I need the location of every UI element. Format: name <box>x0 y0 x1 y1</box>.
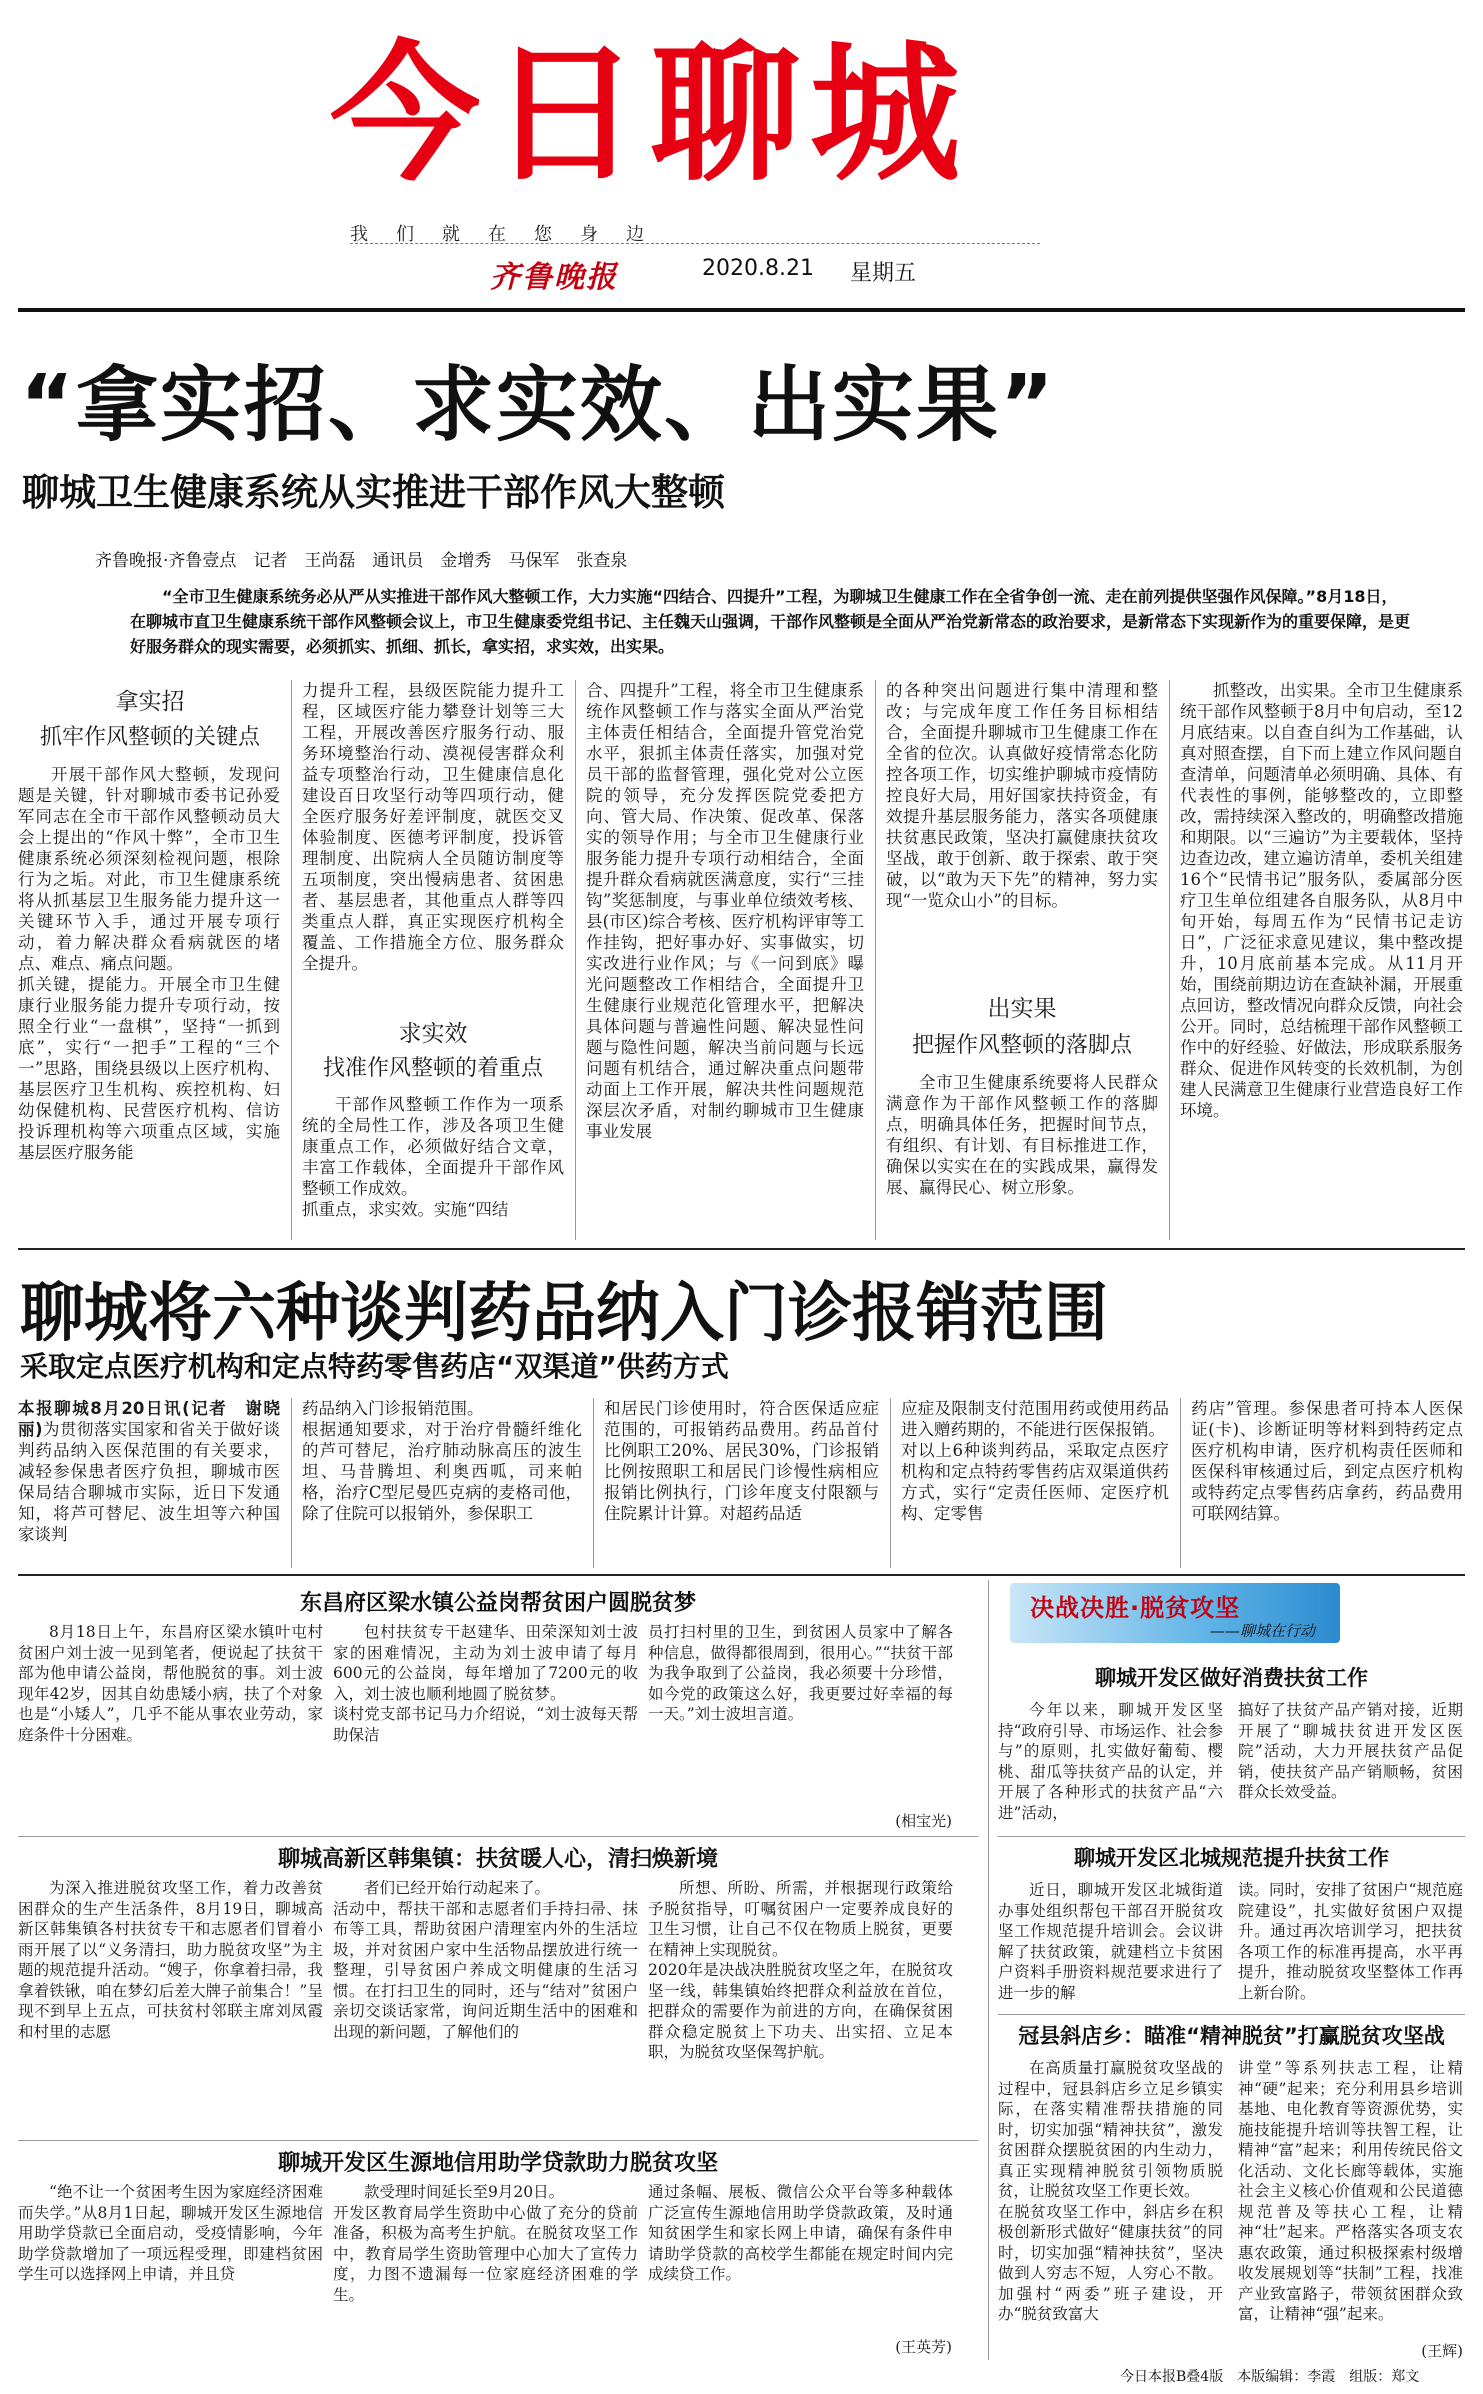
story4-title: 聊城开发区做好消费扶贫工作 <box>1095 1666 1368 1690</box>
article1-column-3: 合、四提升”工程，将全市卫生健康系统作风整顿工作与落实全面从严治党主体责任相结合，全面提升管党治党水平，狠抓主体责任落实，加强对党员干部的监督管理，强化党对公立医院的领导，充分发挥医院党委把方向、管大局、作决策、促改革、保落实的领导作用；与全市卫生健康行业服务能力提升专项行动相结合，全面提升群众看病就医满意度，实行“三挂钩”奖惩制度，与事业单位绩效考核、县(市区)综合考核、医疗机构评审等工作挂钩，把好事办好、实事做实，切实改进行业作风；与《一问到底》曝光问题整改工作相结合，全面提升卫生健康行业规范化管理水平，把解决具体问题与普遍性问题、解决显性问题与隐性问题，解决当前问题与长远问题有机结合，通过解决重点问题带动面上工作开展，解决共性问题规范深层次矛盾，对制约聊城市卫生健康事业发展 <box>586 681 864 1141</box>
story2-column-1: 为深入推进脱贫攻坚工作，着力改善贫困群众的生产生活条件，8月19日，聊城高新区韩集镇各村扶贫专干和志愿者们冒着小雨开展了以“义务清扫，助力脱贫攻坚”为主题的规范提升活动。“嫂子，你拿着扫帚，我拿着铁锹，咱在梦幻后差大牌子前集合！”呈现不到早上五点，可扶贫村邻联主席刘凤霞和村里的志愿 <box>18 1879 323 2041</box>
issue-weekday: 星期五 <box>850 261 917 286</box>
story-divider <box>18 2140 978 2141</box>
story3-column-2: 款受理时间延长至9月20日。 开发区教育局学生资助中心做了充分的贷前准备，积极为高考生护航。在脱贫攻坚工作中，教育局学生资助管理中心加大了宣传力度，力图不遗漏每一位家庭经济困难的学生。 <box>333 2183 638 2304</box>
campaign-badge-subtitle: ——聊城在行动 <box>1210 1622 1316 1640</box>
section-divider <box>18 1248 1465 1250</box>
article2-column-1-text: 为贯彻落实国家和省关于做好谈判药品纳入医保范围的有关要求，减轻参保患者医疗负担，聊城市医保局结合聊城市实际，近日下发通知，将芦可替尼、波生坦等六种国家谈判 <box>18 1420 280 1544</box>
story6-column-2: 讲堂”等系列扶志工程，让精神“硬”起来；充分利用县乡培训基地、电化教育等资源优势，实施技能提升培训等扶智工程，让精神“富”起来；利用传统民俗文化活动、文化长廊等载体，实施社会主义核心价值观和公民道德规范普及等扶心工程，让精神“壮”起来。严格落实各项支农惠农政策，通过积极探索村级增收发展规划等“扶制”工程，找准产业致富路子，带领贫困群众致富，让精神“强”起来。 <box>1238 2059 1463 2323</box>
story2-column-2: 者们已经开始行动起来了。 活动中，帮扶干部和志愿者们手持扫帚、抹布等工具，帮助贫困户清理室内外的生活垃圾，并对贫困户家中生活物品摆放进行统一整理，引导贫困户养成文明健康的生活习惯。在打扫卫生的同时，还与“结对”贫困户亲切交谈话家常，询问近期生活中的困难和出现的新问题，了解他们的 <box>333 1879 638 2041</box>
story4-column-2: 搞好了扶贫产品产销对接，近期开展了“聊城扶贫进开发区医院”活动，大力开展扶贫产品促销，使扶贫产品产销顺畅，贫困群众长效受益。 <box>1238 1701 1463 1801</box>
article2-column-5: 药店”管理。参保患者可持本人医保证(卡)、诊断证明等材料到特药定点医疗机构申请，医疗机构责任医师和医保科审核通过后，到定点医疗机构或特药定点零售药店拿药，药品费用可联网结算。 <box>1191 1399 1463 1523</box>
article2-column-1 <box>18 1398 280 1566</box>
section2-subtitle: 找准作风整顿的着重点 <box>322 1056 543 1081</box>
column-divider <box>1169 680 1170 1240</box>
campaign-badge-title: 决战决胜·脱贫攻坚 <box>1030 1594 1241 1622</box>
section1-title: 拿实招 <box>115 689 185 715</box>
article2-subheadline: 采取定点医疗机构和定点特药零售药店“双渠道”供药方式 <box>20 1350 729 1383</box>
story2-column-3: 所想、所盼、所需，并根据现行政策给予脱贫指导，叮嘱贫困户一定要养成良好的卫生习惯，让自己不仅在物质上脱贫，更要在精神上实现脱贫。 2020年是决战决胜脱贫攻坚之年，在脱贫攻坚一线，韩集镇始终把群众利益放在首位，把群众的需要作为前进的方向，在确保贫困群众稳定脱贫上下功夫、出实招、立足本职，为脱贫攻坚保驾护航。 <box>648 1879 953 2061</box>
story3-column-3: 通过条幅、展板、微信公众平台等多种载体广泛宣传生源地信用助学贷款政策，及时通知贫困学生和家长网上申请，确保有条件申请助学贷款的高校学生都能在规定时间内完成续贷工作。 <box>648 2183 953 2283</box>
article1-column-2b: 干部作风整顿工作作为一项系统的全局性工作，涉及各项卫生健康重点工作，必须做好结合文章，丰富工作载体，全面提升干部作风整顿工作成效。 抓重点，求实效。实施“四结 <box>302 1095 564 1219</box>
masthead-slogan: 我们就在您身边 <box>350 224 672 245</box>
section3-title: 出实果 <box>987 996 1057 1022</box>
story-divider <box>998 1836 1465 1837</box>
column-divider <box>291 1398 292 1568</box>
story5-column-1: 近日，聊城开发区北城街道办事处组织帮包干部召开脱贫攻坚工作规范提升培训会。会议讲解了扶贫政策，就建档立卡贫困户资料手册资料规范要求进行了进一步的解 <box>998 1881 1223 2002</box>
section-divider <box>18 1574 1465 1576</box>
story3-credit: (王英芳) <box>895 2338 952 2356</box>
article1-column-4b: 全市卫生健康系统要将人民群众满意作为干部作风整顿工作的落脚点，明确具体任务，把握时间节点，有组织、有计划、有目标推进工作，确保以实实在在的实践成果，赢得发展、赢得民心、树立形象。 <box>886 1073 1158 1197</box>
newspaper-name: 齐鲁晚报 <box>490 260 618 295</box>
article1-column-4: 的各种突出问题进行集中清理和整改；与完成年度工作任务目标相结合，全面提升聊城市卫生健康工作在全省的位次。认真做好疫情常态化防控各项工作，切实维护聊城市疫情防控良好大局，用好国家扶持资金，有效提升基层服务能力，落实各项健康扶贫惠民政策，坚决打赢健康扶贫攻坚战，敢于创新、敢于探索、敢于突破，以“敢为天下先”的精神，努力实现“一览众山小”的目标。 <box>886 681 1158 910</box>
article1-column-2: 力提升工程，县级医院能力提升工程，区域医疗能力攀登计划等三大工程，开展改善医疗服务行动、服务环境整治行动、漠视侵害群众利益专项整治行动，卫生健康信息化建设百日攻坚行动等四项行动，健全医疗服务好差评制度，就医交叉体验制度、医德考评制度，投诉管理制度、出院病人全员随访制度等五项制度，突出慢病患者、贫困患者、基层患者，其他重点人群等四类重点人群，真正实现医疗机构全覆盖、工作措施全方位、服务群众全提升。 <box>302 681 564 973</box>
article1-lead: “全市卫生健康系统务必从严从实推进干部作风大整顿工作，大力实施“四结合、四提升”工程，为聊城卫生健康工作在全省争创一流、走在前列提供坚强作风保障。”8月18日，在聊城市直卫生健康系统干部作风整顿会议上，市卫生健康委党组书记、主任魏天山强调，干部作风整顿是全面从严治党新常态的政治要求，是新常态下实现新作为的重要保障，是更好服务群众的现实需要，必须抓实、抓细、抓长，拿实招，求实效，出实果。 <box>130 587 1411 656</box>
column-divider <box>593 1398 594 1568</box>
section2-title: 求实效 <box>398 1021 468 1047</box>
story4-column-1: 今年以来，聊城开发区坚持“政府引导、市场运作、社会参与”的原则，扎实做好葡萄、樱桃、甜瓜等扶贫产品的认定，并开展了各种形式的扶贫产品“六进”活动， <box>998 1701 1223 1822</box>
article2-dateline: 本报聊城8月20日讯(记者 谢晓丽) <box>18 1399 280 1439</box>
column-divider <box>1180 1398 1181 1568</box>
story5-column-2: 读。同时，安排了贫困户“规范庭院建设”，扎实做好贫困户双提升。通过再次培训学习，把扶贫各项工作的标准再提高，水平再提升，推动脱贫攻坚整体工作再上新台阶。 <box>1238 1881 1463 2002</box>
story-divider <box>998 2014 1465 2015</box>
column-divider <box>291 680 292 1240</box>
article1-column-5: 抓整改，出实果。全市卫生健康系统干部作风整顿于8月中旬启动，至12月底结束。以自查自纠为工作基础，认真对照查摆，自下而上建立作风问题自查清单，问题清单必须明确、具体、有代表性的事例，能够整改的，立即整改，需持续深入整改的，明确整改措施和期限。以“三遍访”为主要载体，坚持边查边改，建立遍访清单，委机关组建16个“民情书记”服务队，委属部分医疗卫生单位组建各自服务队，从8月中旬开始，每周五作为“民情书记走访日”，广泛征求意见建议，集中整改提升，10月底前基本完成。从11月开始，围绕前期边访在查缺补漏，开展重点回访，整改情况向群众反馈，向社会公开。同时，总结梳理干部作风整顿工作中的好经验、好做法，形成联系服务群众、促进作风转变的长效机制，为创建人民满意卫生健康行业营造良好工作环境。 <box>1180 681 1463 1120</box>
issue-date: 2020.8.21 <box>702 256 814 281</box>
story1-column-2: 包村扶贫专干赵建华、田荣深知刘士波家的困难情况，主动为刘士波申请了每月600元的公益岗，每年增加了7200元的收入，刘士波也顺利地圆了脱贫梦。 谈村党支部书记马力介绍说，“刘士波每天帮助保洁 <box>333 1623 638 1744</box>
column-divider <box>988 1580 989 2360</box>
article2-headline: 聊城将六种谈判药品纳入门诊报销范围 <box>20 1277 1108 1351</box>
slogan-divider <box>350 243 1040 244</box>
story-divider <box>18 1836 978 1837</box>
story1-column-1: 8月18日上午，东昌府区梁水镇叶屯村贫困户刘士波一见到笔者，便说起了扶贫干部为他申请公益岗，帮他脱贫的事。刘士波现年42岁，因其自幼患矮小病，扶了个对象也是“小矮人”，几乎不能从事农业劳动，家庭条件十分困难。 <box>18 1623 323 1744</box>
column-divider <box>875 680 876 1240</box>
section1-subtitle: 抓牢作风整顿的关键点 <box>39 725 260 750</box>
story3-title: 聊城开发区生源地信用助学贷款助力脱贫攻坚 <box>277 2151 718 2176</box>
column-divider <box>890 1398 891 1568</box>
column-divider <box>575 680 576 1240</box>
masthead-title: 今日聊城 <box>330 28 971 202</box>
story6-column-1: 在高质量打赢脱贫攻坚战的过程中，冠县斜店乡立足乡镇实际，在落实精准帮扶措施的同时，切实加强“精神扶贫”，激发贫困群众摆脱贫困的内生动力，真正实现精神脱贫引领物质脱贫，让脱贫攻坚工作更长效。 在脱贫攻坚工作中，斜店乡在积极创新形式做好“健康扶贫”的同时，切实加强“精神扶贫”，坚决做到人穷志不短，人穷心不散。加强村“两委”班子建设，开办“脱贫致富大 <box>998 2059 1223 2323</box>
story6-credit: (王辉) <box>1421 2342 1463 2360</box>
story1-credit: (相宝光) <box>895 1812 952 1830</box>
masthead <box>0 0 1483 310</box>
article2-column-4: 应症及限制支付范围用药或使用药品进入赠药期的，不能进行医保报销。 对以上6种谈判药品，采取定点医疗机构和定点特药零售药店双渠道供药方式，实行“定责任医师、定医疗机构、定零售 <box>901 1399 1169 1523</box>
section3-subtitle: 把握作风整顿的落脚点 <box>911 1033 1132 1058</box>
article1-byline: 齐鲁晚报·齐鲁壹点 记者 王尚磊 通讯员 金增秀 马保军 张查泉 <box>95 551 628 571</box>
story5-title: 聊城开发区北城规范提升扶贫工作 <box>1074 1846 1389 1870</box>
article2-column-2: 药品纳入门诊报销范围。 根据通知要求，对于治疗骨髓纤维化的芦可替尼，治疗肺动脉高压的波生坦、马昔腾坦、利奥西呱，司来帕格，治疗C型尼曼匹克病的麦格司他，除了住院可以报销外，参保职工 <box>302 1399 582 1523</box>
page-footer: 今日本报B叠4版 本版编辑：李霞 组版：郑文 <box>1120 2369 1420 2385</box>
article1-headline: “拿实招、求实效、出实果” <box>20 358 1056 453</box>
article1-column-1: 开展干部作风大整顿，发现问题是关键，针对聊城市委书记孙爱军同志在全市干部作风整顿动员大会上提出的“作风十弊”，全市卫生健康系统必须深刻检视问题，根除行为之垢。对此，市卫生健康系统将从抓基层卫生服务能力提升这一关键环节入手，通过开展专项行动，着力解决群众看病就医的堵点、难点、痛点问题。 抓关键，提能力。开展全市卫生健康行业服务能力提升专项行动，按照全行业“一盘棋”，坚持“一抓到底”，实行“一把手”工程的“三个一”思路，围绕县级以上医疗机构、基层医疗卫生机构、疾控机构、妇幼保健机构、民营医疗机构、信访投诉理机构等六项重点区域，实施基层医疗服务能 <box>18 765 280 1162</box>
article1-subheadline: 聊城卫生健康系统从实推进干部作风大整顿 <box>22 471 725 514</box>
masthead-divider <box>18 308 1465 312</box>
story1-column-3: 员打扫村里的卫生，到贫困人员家中了解各种信息，做得都很周到，很用心。”“扶贫干部为我争取到了公益岗，我必须要十分珍惜，如今党的政策这么好，我更要过好幸福的每一天。”刘士波坦言道。 <box>648 1623 953 1723</box>
story3-column-1: “绝不让一个贫困考生因为家庭经济困难而失学。”从8月1日起，聊城开发区生源地信用助学贷款已全面启动，受疫情影响，今年助学贷款增加了一项远程受理，即建档贫困学生可以选择网上申请，并且贷 <box>18 2183 323 2283</box>
story6-title: 冠县斜店乡：瞄准“精神脱贫”打赢脱贫攻坚战 <box>1018 2024 1445 2048</box>
article2-column-3: 和居民门诊使用时，符合医保适应症范围的，可报销药品费用。药品首付比例职工20%、居民30%，门诊报销比例按照职工和居民门诊慢性病相应报销比例执行，门诊年度支付限额与住院累计计算。对超药品适 <box>604 1399 879 1523</box>
story1-title: 东昌府区梁水镇公益岗帮贫困户圆脱贫梦 <box>299 1591 696 1616</box>
story2-title: 聊城高新区韩集镇：扶贫暖人心，清扫焕新境 <box>277 1847 718 1872</box>
